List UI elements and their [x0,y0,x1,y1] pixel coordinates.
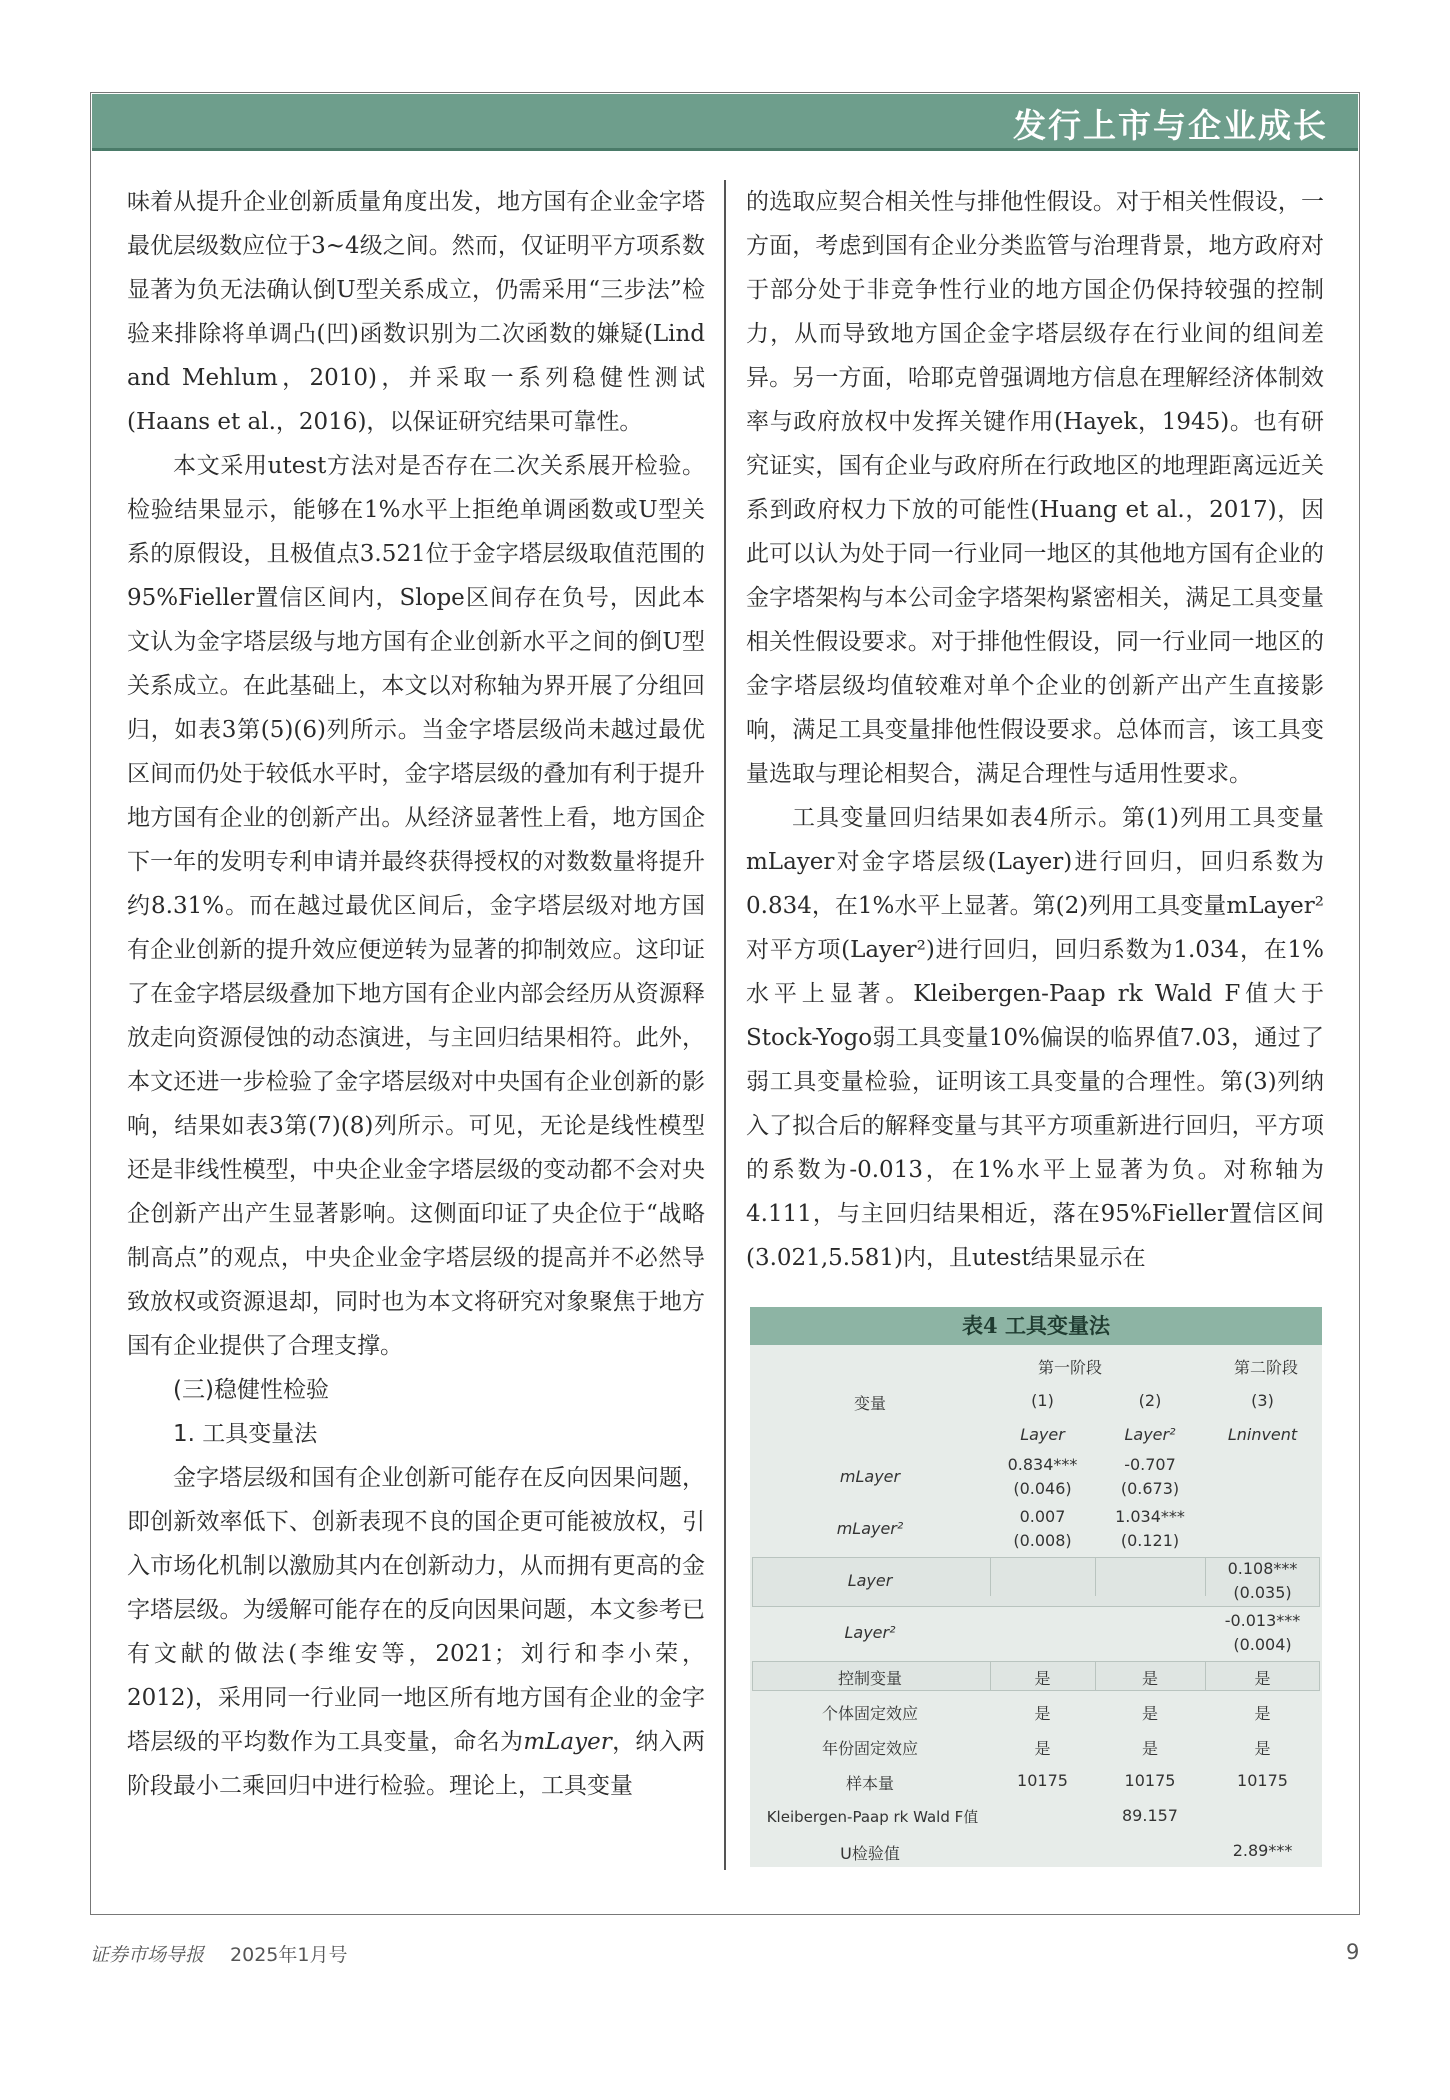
page-number: 9 [1346,1940,1360,1964]
column-divider [724,180,726,1870]
row-label: mLayer² [836,1519,904,1538]
section-title: 发行上市与企业成长 [1013,106,1328,145]
section-heading: (三)稳健性检验 [173,1377,329,1403]
row-label: 样本量 [845,1774,894,1793]
coef: 1.034*** [1115,1507,1185,1526]
table-cell: 10175 [1017,1771,1068,1790]
stage-two-label: 第二阶段 [1233,1358,1298,1377]
col-number: (3) [1251,1391,1274,1410]
row-label: 个体固定效应 [821,1704,918,1723]
cell-divider [990,1558,991,1596]
section-header [92,94,1358,151]
coef: -0.013*** [1224,1611,1301,1630]
col-number: (2) [1138,1391,1162,1410]
text-run: 金字塔层级和国有企业创新可能存在反向因果问题，即创新效率低下、创新表现不良的国企更可能被放权，引入市场化机制以激励其内在创新动力，从而拥有更高的金字塔层级。为缓解可能存在的反向因果问题，本文参考已有文献的做法(李维安等，2021；刘行和李小荣，2012)，采用同一行业同一地区所有地方国有企业的金字塔层级的平均数作为工具变量，命名为 [127,1465,705,1755]
text-run: ，纳入两阶段最小二乘回归中进行检验。理论上，工具变量 [127,1729,706,1799]
stage-one-label: 第一阶段 [1037,1358,1102,1377]
std-error: (0.673) [1120,1479,1180,1498]
subsection-heading: 1. 工具变量法 [173,1421,318,1447]
coef: 0.007 [1019,1507,1066,1526]
table-cell: 10175 [1237,1771,1288,1790]
table-cell: 是 [1141,1739,1158,1758]
std-error: (0.046) [1013,1479,1072,1498]
std-error: (0.004) [1233,1635,1292,1654]
paragraph: 的选取应契合相关性与排他性假设。对于相关性假设，一方面，考虑到国有企业分类监管与治理背景，地方政府对于部分处于非竞争性行业的地方国企仍保持较强的控制力，从而导致地方国企金字塔层级存在行业间的组间差异。另一方面，哈耶克曾强调地方信息在理解经济体制效率与政府放权中发挥关键作用(Hayek，1945)。也有研究证实，国有企业与政府所在行政地区的地理距离远近关系到政府权力下放的可能性(Huang et al.，2017)，因此可以认为处于同一行业同一地区的其他地方国有企业的金字塔架构与本公司金字塔架构紧密相关，满足工具变量相关性假设要求。对于排他性假设，同一行业同一地区的金字塔层级均值较难对单个企业的创新产出产生直接影响，满足工具变量排他性假设要求。总体而言，该工具变量选取与理论相契合，满足合理性与适用性要求。 [746,189,1324,787]
table-cell: 2.89*** [1232,1841,1293,1860]
coef: 0.834*** [1007,1455,1078,1474]
std-error: (0.121) [1120,1531,1180,1550]
table-cell: 是 [1254,1739,1271,1758]
coef: 0.108*** [1227,1559,1298,1578]
row-label: Layer² [844,1623,896,1642]
table-cell: 是 [1034,1739,1051,1758]
dependent-var: Lninvent [1227,1425,1298,1444]
std-error: (0.008) [1013,1531,1072,1550]
paragraph: 工具变量回归结果如表4所示。第(1)列用工具变量mLayer对金字塔层级(Layer)进行回归，回归系数为0.834，在1%水平上显著。第(2)列用工具变量mLayer²对平方项(Layer²)进行回归，回归系数为1.034，在1%水平上显著。Kleibergen-Paap rk Wald F值大于Stock-Yogo弱工具变量10%偏误的临界值7.03，通过了弱工具变量检验，证明该工具变量的合理性。第(3)列纳入了拟合后的解释变量与其平方项重新进行回归，平方项的系数为-0.013，在1%水平上显著为负。对称轴为4.111，与主回归结果相近，落在95%Fieller置信区间(3.021,5.581)内，且utest结果显示在 [746,805,1324,1271]
table-cell: 是 [1254,1704,1271,1723]
table-cell: 是 [1254,1669,1271,1688]
row-label: Layer [847,1571,893,1590]
table-caption: 表4 工具变量法 [750,1307,1322,1345]
dependent-var: Layer [1020,1425,1065,1444]
paragraph: 本文采用utest方法对是否存在二次关系展开检验。检验结果显示，能够在1%水平上拒绝单调函数或U型关系的原假设，且极值点3.521位于金字塔层级取值范围的95%Fieller置信区间内，Slope区间存在负号，因此本文认为金字塔层级与地方国有企业创新水平之间的倒U型关系成立。在此基础上，本文以对称轴为界开展了分组回归，如表3第(5)(6)列所示。当金字塔层级尚未越过最优区间而仍处于较低水平时，金字塔层级的叠加有利于提升地方国有企业的创新产出。从经济显著性上看，地方国企下一年的发明专利申请并最终获得授权的对数数量将提升约8.31%。而在越过最优区间后，金字塔层级对地方国有企业创新的提升效应便逆转为显著的抑制效应。这印证了在金字塔层级叠加下地方国有企业内部会经历从资源释放走向资源侵蚀的动态演进，与主回归结果相符。此外，本文还进一步检验了金字塔层级对中央国有企业创新的影响，结果如表3第(7)(8)列所示。可见，无论是线性模型还是非线性模型，中央企业金字塔层级的变动都不会对央企创新产出产生显著影响。这侧面印证了央企位于“战略制高点”的观点，中央企业金字塔层级的提高并不必然导致放权或资源退却，同时也为本文将研究对象聚焦于地方国有企业提供了合理支撑。 [127,453,705,1359]
variable-header: 变量 [853,1394,886,1413]
std-error: (0.035) [1233,1583,1292,1602]
paragraph [127,1456,705,1808]
table-cell: 89.157 [1122,1806,1178,1825]
row-label: 控制变量 [837,1669,902,1688]
coef: -0.707 [1124,1455,1176,1474]
right-column [746,180,1324,1280]
row-label: U检验值 [840,1844,900,1863]
row-label: 年份固定效应 [821,1739,918,1758]
footer [90,1940,347,1967]
left-column [127,180,705,1808]
table-cell: 是 [1034,1669,1051,1688]
table-4 [750,1307,1322,1867]
col-number: (1) [1031,1391,1054,1410]
row-label: Kleibergen-Paap rk Wald F值 [766,1808,979,1826]
paragraph: 味着从提升企业创新质量角度出发，地方国有企业金字塔最优层级数应位于3~4级之间。然而，仅证明平方项系数显著为负无法确认倒U型关系成立，仍需采用“三步法”检验来排除将单调凸(凹)函数识别为二次函数的嫌疑(Lind and Mehlum，2010)，并采取一系列稳健性测试(Haans et al.，2016)，以保证研究结果可靠性。 [127,189,705,435]
journal-name: 证券市场导报 [90,1944,205,1966]
table-cell: 10175 [1124,1771,1176,1790]
dependent-var: Layer² [1124,1425,1176,1444]
table-cell: 是 [1034,1704,1051,1723]
cell-divider [1095,1558,1096,1596]
variable-name: mLayer [523,1729,612,1755]
row-label: mLayer [839,1467,901,1486]
issue-label: 2025年1月号 [230,1944,348,1966]
table-cell: 是 [1141,1704,1158,1723]
table-cell: 是 [1141,1669,1158,1688]
